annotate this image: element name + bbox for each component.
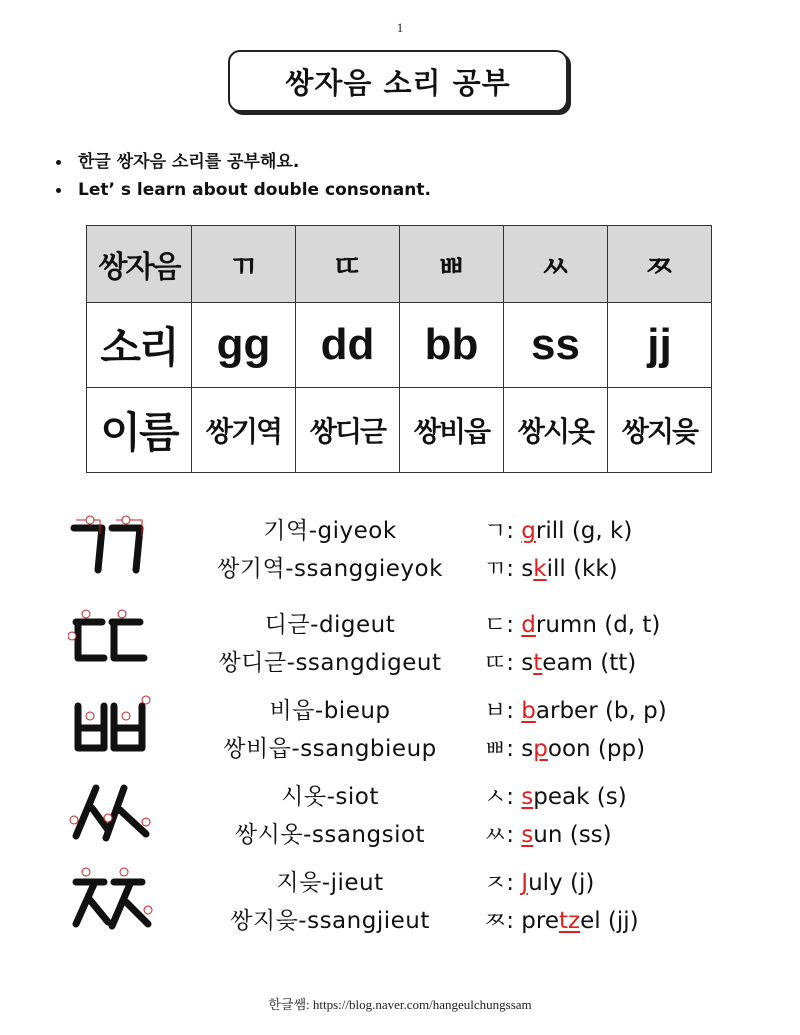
cell-sound: ss xyxy=(504,303,608,388)
example-word: ㅈ: July (j) xyxy=(484,870,595,896)
double-consonant-name: 쌍기역-ssanggieyok xyxy=(217,556,443,582)
table-row-consonants xyxy=(87,226,712,303)
row-label-sound: 소리 xyxy=(87,303,192,388)
highlighted-letter: J xyxy=(521,870,529,896)
table-row-sounds xyxy=(87,303,712,388)
cell-consonant: ㅃ xyxy=(400,226,504,303)
example-word: ㄷ: drumn (d, t) xyxy=(484,612,661,638)
double-consonant-name: 쌍지읒-ssangjieut xyxy=(230,908,430,934)
example-word: ㅉ: pretzel (jj) xyxy=(484,908,639,934)
ssangjieut-stroke-order-icon xyxy=(68,864,154,936)
example-word: ㅅ: speak (s) xyxy=(484,784,627,810)
double-consonant-name: 쌍디귿-ssangdigeut xyxy=(218,650,442,676)
row-label-consonant: 쌍자음 xyxy=(87,226,192,303)
highlighted-letter: s xyxy=(521,784,534,810)
cell-sound: bb xyxy=(400,303,504,388)
page-title-text: 쌍자음 소리 공부 xyxy=(285,65,511,100)
page-number: 1 xyxy=(396,20,404,35)
example-word: ㄲ: skill (kk) xyxy=(484,556,618,582)
highlighted-letter: b xyxy=(521,698,536,724)
consonant-name: 지읒-jieut xyxy=(276,870,384,896)
cell-name: 쌍지읒 xyxy=(608,388,712,473)
cell-name: 쌍시옷 xyxy=(504,388,608,473)
consonant-name: 디귿-digeut xyxy=(264,612,396,638)
example-word: ㅃ: spoon (pp) xyxy=(484,736,646,762)
consonant-name: 시옷-siot xyxy=(281,784,379,810)
cell-consonant: ㄲ xyxy=(192,226,296,303)
example-word: ㅂ: barber (b, p) xyxy=(484,698,667,724)
cell-sound: gg xyxy=(192,303,296,388)
double-consonant-name: 쌍비읍-ssangbieup xyxy=(223,736,437,762)
footer-credit: 한글쌤: https://blog.naver.com/hangeulchungssam xyxy=(268,997,532,1012)
ssanggiyeok-stroke-order-icon xyxy=(68,512,154,584)
ssangsiot-stroke-order-icon xyxy=(68,778,154,850)
cell-name: 쌍기역 xyxy=(192,388,296,473)
highlighted-letter: tz xyxy=(558,908,581,934)
highlighted-letter: k xyxy=(533,556,547,582)
consonant-name: 기역-giyeok xyxy=(263,518,397,544)
example-word: ㄱ: grill (g, k) xyxy=(484,518,633,544)
consonant-name: 비읍-bieup xyxy=(269,698,391,724)
cell-sound: jj xyxy=(608,303,712,388)
double-consonant-table xyxy=(86,225,712,473)
bullet-english: Let’ s learn about double consonant. xyxy=(52,176,431,204)
highlighted-letter: s xyxy=(521,822,534,848)
page-title xyxy=(228,50,568,112)
cell-sound: dd xyxy=(296,303,400,388)
cell-consonant: ㅉ xyxy=(608,226,712,303)
ssangbieup-stroke-order-icon xyxy=(68,692,154,764)
table-row-names xyxy=(87,388,712,473)
cell-consonant: ㄸ xyxy=(296,226,400,303)
highlighted-letter: t xyxy=(533,650,543,676)
highlighted-letter: p xyxy=(533,736,548,762)
highlighted-letter: g xyxy=(521,518,536,544)
double-consonant-name: 쌍시옷-ssangsiot xyxy=(234,822,426,848)
intro-bullets xyxy=(52,148,431,204)
highlighted-letter: d xyxy=(521,612,536,638)
row-label-name: 이름 xyxy=(87,388,192,473)
bullet-korean: 한글 쌍자음 소리를 공부해요. xyxy=(52,148,431,176)
example-word: ㄸ: steam (tt) xyxy=(484,650,637,676)
ssangdigeut-stroke-order-icon xyxy=(68,606,154,678)
example-word: ㅆ: sun (ss) xyxy=(484,822,612,848)
cell-consonant: ㅆ xyxy=(504,226,608,303)
cell-name: 쌍디귿 xyxy=(296,388,400,473)
cell-name: 쌍비읍 xyxy=(400,388,504,473)
